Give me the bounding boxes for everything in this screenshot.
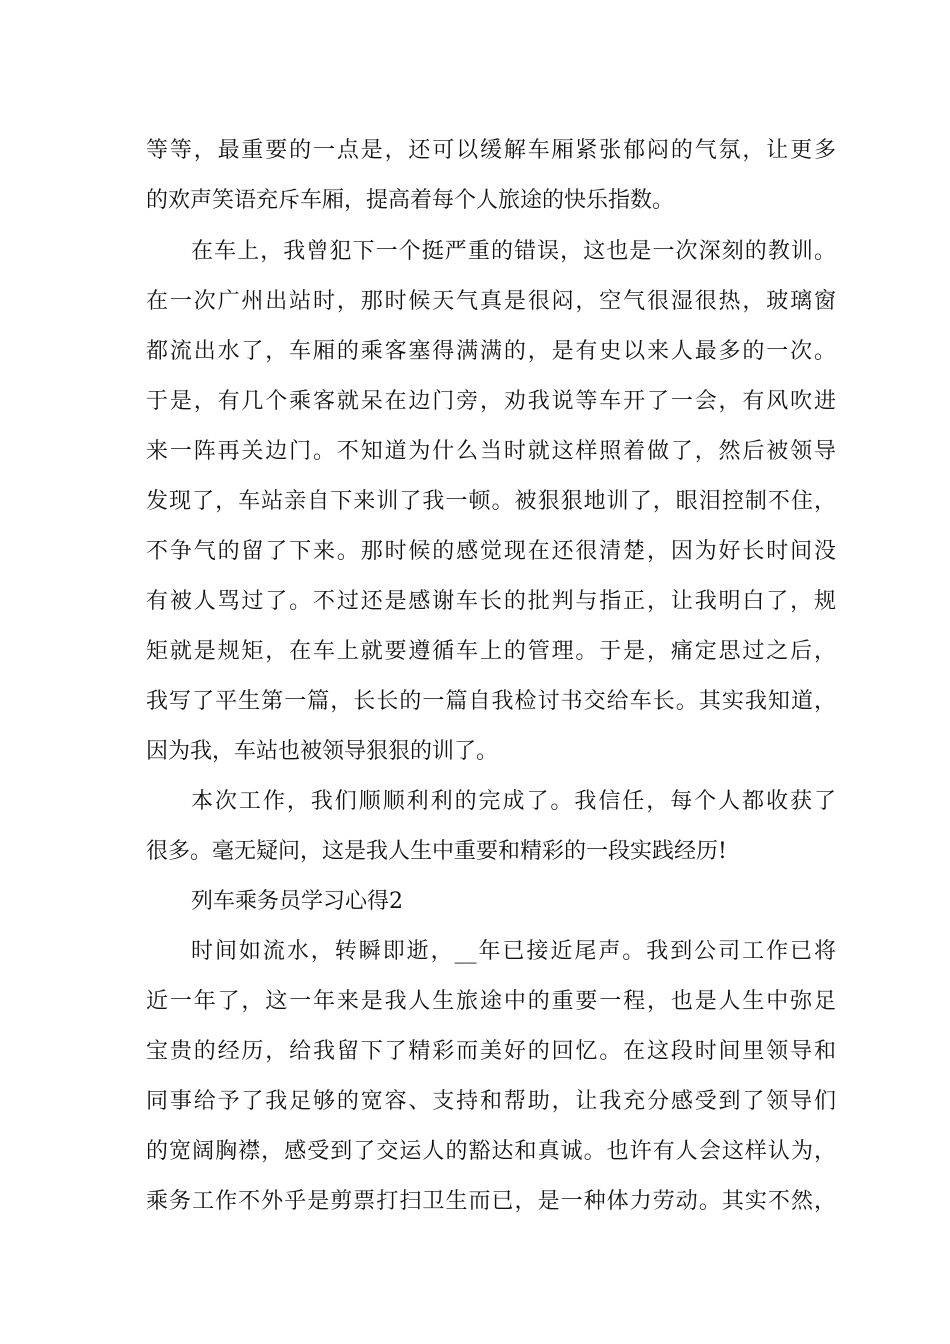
text-line: 于是，有几个乘客就呆在边门旁，劝我说等车开了一会，有风吹进 <box>146 389 836 414</box>
text-line: 在一次广州出站时，那时候天气真是很闷，空气很湿很热，玻璃窗 <box>146 289 836 314</box>
text-line: 时间如流水，转瞬即逝，__年已接近尾声。我到公司工作已将 <box>191 939 836 964</box>
text-line: 的宽阔胸襟，感受到了交运人的豁达和真诚。也许有人会这样认为， <box>146 1139 836 1164</box>
text-line: 在车上，我曾犯下一个挺严重的错误，这也是一次深刻的教训。 <box>191 239 836 264</box>
text-line: 有被人骂过了。不过还是感谢车长的批判与指正，让我明白了，规 <box>146 589 836 614</box>
text-line: 等等，最重要的一点是，还可以缓解车厢紧张郁闷的气氛，让更多 <box>146 138 836 163</box>
section-title: 列车乘务员学习心得2 <box>191 889 403 914</box>
text-line: 都流出水了，车厢的乘客塞得满满的，是有史以来人最多的一次。 <box>146 339 836 364</box>
text-line: 矩就是规矩，在车上就要遵循车上的管理。于是，痛定思过之后， <box>146 639 836 664</box>
text-line: 因为我，车站也被领导狠狠的训了。 <box>146 739 499 764</box>
text-line: 发现了，车站亲自下来训了我一顿。被狠狠地训了，眼泪控制不住， <box>146 489 836 514</box>
text-line: 很多。毫无疑问，这是我人生中重要和精彩的一段实践经历! <box>146 839 727 864</box>
text-line: 同事给予了我足够的宽容、支持和帮助，让我充分感受到了领导们 <box>146 1089 836 1114</box>
text-line: 本次工作，我们顺顺利利的完成了。我信任，每个人都收获了 <box>191 789 836 814</box>
text-line: 我写了平生第一篇，长长的一篇自我检讨书交给车长。其实我知道， <box>146 689 836 714</box>
text-line: 宝贵的经历，给我留下了精彩而美好的回忆。在这段时间里领导和 <box>146 1039 836 1064</box>
text-line: 来一阵再关边门。不知道为什么当时就这样照着做了，然后被领导 <box>146 439 836 464</box>
text-line: 近一年了，这一年来是我人生旅途中的重要一程，也是人生中弥足 <box>146 989 836 1014</box>
text-line: 乘务工作不外乎是剪票打扫卫生而已，是一种体力劳动。其实不然， <box>146 1189 836 1214</box>
text-line: 不争气的留了下来。那时候的感觉现在还很清楚，因为好长时间没 <box>146 539 836 564</box>
text-line: 的欢声笑语充斥车厢，提高着每个人旅途的快乐指数。 <box>146 188 675 213</box>
